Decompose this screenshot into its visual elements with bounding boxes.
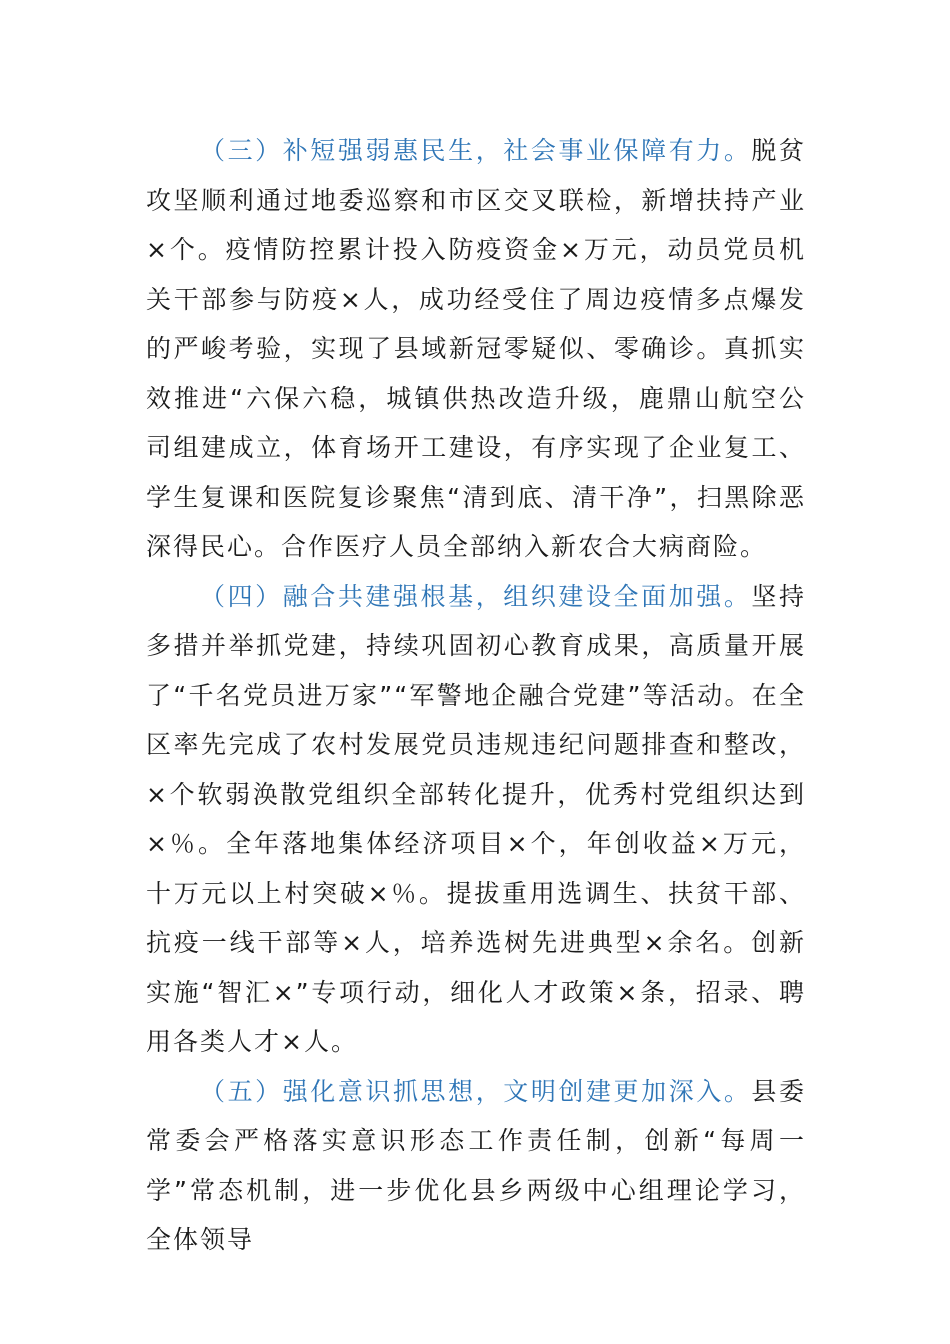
paragraph-section-5 bbox=[146, 1067, 806, 1265]
paragraph-section-4 bbox=[146, 572, 806, 1067]
section-3-text: 脱贫攻坚顺利通过地委巡察和市区交叉联检，新增扶持产业×个。疫情防控累计投入防疫资金×万元，动员党员机关干部参与防疫×人，成功经受住了周边疫情多点爆发的严峻考验，实现了县域新冠零疑似、零确诊。真抓实效推进“六保六稳，城镇供热改造升级，鹿鼎山航空公司组建成立，体育场开工建设，有序实现了企业复工、学生复课和医院复诊聚焦“清到底、清干净”，扫黑除恶深得民心。合作医疗人员全部纳入新农合大病商险。 bbox=[146, 136, 806, 561]
section-3-heading: （三）补短强弱惠民生，社会事业保障有力。 bbox=[200, 136, 752, 165]
document-body bbox=[146, 126, 806, 1265]
paragraph-section-3 bbox=[146, 126, 806, 572]
section-5-text: 县委常委会严格落实意识形态工作责任制，创新“每周一学”常态机制，进一步优化县乡两级中心组理论学习，全体领导 bbox=[146, 1076, 806, 1254]
section-4-text: 坚持多措并举抓党建，持续巩固初心教育成果，高质量开展了“千名党员进万家”“军警地企融合党建”等活动。在全区率先完成了农村发展党员违规违纪问题排查和整改，×个软弱涣散党组织全部转化提升，优秀村党组织达到×％。全年落地集体经济项目×个，年创收益×万元，十万元以上村突破×％。提拔重用选调生、扶贫干部、抗疫一线干部等×人，培养选树先进典型×余名。创新实施“智汇×”专项行动，细化人才政策×条，招录、聘用各类人才×人。 bbox=[146, 581, 806, 1056]
section-5-heading: （五）强化意识抓思想，文明创建更加深入。 bbox=[200, 1076, 752, 1106]
section-4-heading: （四）融合共建强根基，组织建设全面加强。 bbox=[200, 581, 752, 611]
